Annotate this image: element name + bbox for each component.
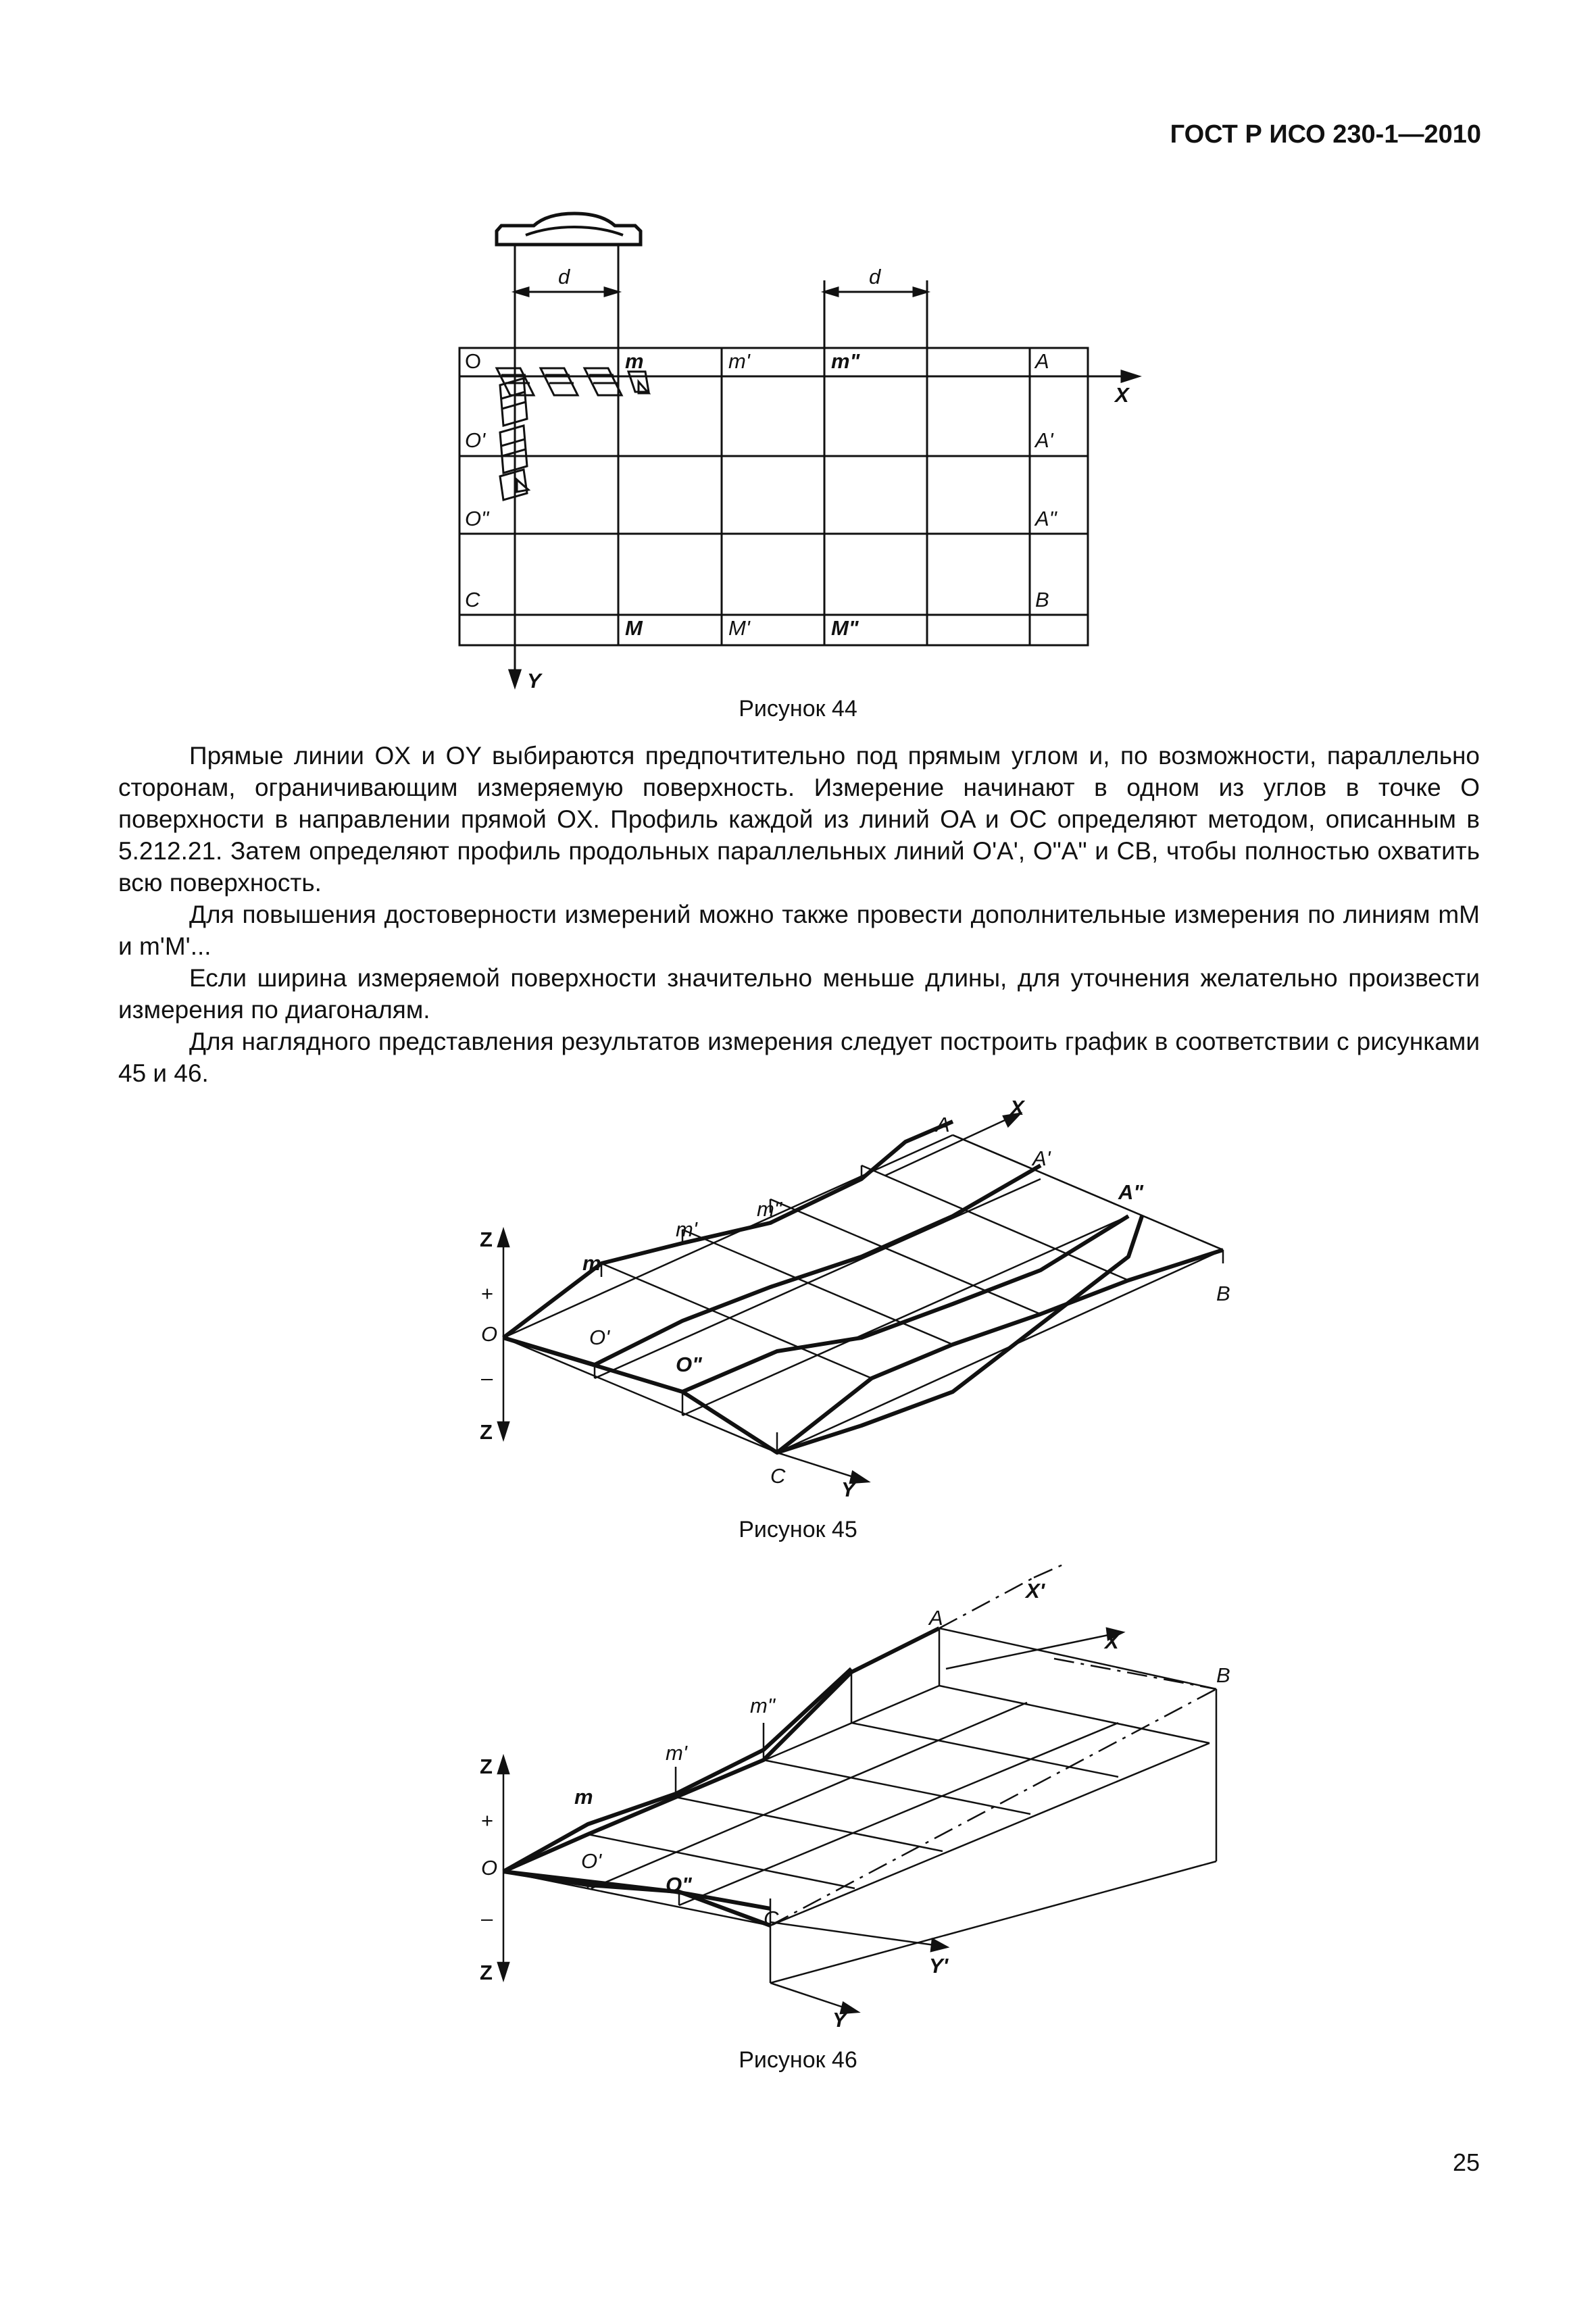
figure-45	[0, 1081, 1596, 1507]
fig45-label-A1: A'	[1032, 1147, 1051, 1170]
fig45-label-Z-bot: Z	[480, 1420, 493, 1444]
label-B: B	[1035, 588, 1049, 611]
paragraph-4: Для наглядного представления результатов измерения следует построить график в соответствии с рисунками 45 и 46.	[118, 1028, 1480, 1087]
fig46-label-m2: m"	[750, 1694, 775, 1717]
fig46-label-C: C	[764, 1907, 779, 1930]
fig46-label-Z-top: Z	[480, 1755, 493, 1778]
fig45-label-O: O	[481, 1322, 498, 1346]
axis-y-label: Y	[527, 669, 541, 693]
fig45-label-B: B	[1216, 1282, 1230, 1305]
fig45-label-O2: O"	[676, 1353, 702, 1376]
fig46-label-m: m	[574, 1785, 593, 1809]
figure-44-caption: Рисунок 44	[739, 696, 857, 722]
body-text	[118, 740, 1480, 1089]
label-C: C	[465, 588, 480, 611]
fig46-label-plus: +	[481, 1809, 494, 1832]
fig45-label-Z-top: Z	[480, 1228, 493, 1251]
label-M: M	[625, 616, 643, 640]
axis-x-label: X	[1115, 383, 1129, 407]
fig46-label-m1: m'	[666, 1741, 687, 1765]
fig45-label-Y: Y	[841, 1478, 855, 1501]
figure-45-caption: Рисунок 45	[739, 1517, 857, 1542]
fig45-label-O1: O'	[589, 1326, 610, 1349]
fig46-label-Y1: Y'	[929, 1954, 949, 1978]
figure-44-drawing	[0, 203, 1596, 703]
fig45-label-m1: m'	[676, 1217, 697, 1241]
paragraph-3: Если ширина измеряемой поверхности значительно меньше длины, для уточнения желательно произвести измерения по диагоналям.	[118, 964, 1480, 1024]
fig46-label-X: X	[1105, 1630, 1119, 1653]
label-O2: O"	[465, 507, 489, 530]
label-O: O	[465, 349, 482, 373]
figure-46	[0, 1561, 1596, 2034]
fig46-label-Z-bot: Z	[480, 1961, 493, 1984]
figure-46-drawing	[0, 1561, 1596, 2034]
fig46-label-O: O	[481, 1856, 498, 1880]
label-M1: M'	[728, 616, 750, 640]
label-O1: O'	[465, 428, 486, 452]
dim-d1: d	[558, 265, 570, 288]
document-header: ГОСТ Р ИСО 230-1—2010	[1170, 120, 1481, 149]
paragraph-1: Прямые линии OX и OY выбираются предпочтительно под прямым углом и, по возможности, параллельно сторонам, ограничивающим измеряемую поверхность. Измерение начинают в одном из углов в точке O поверхности в направлении прямой OX. Профиль каждой из линий OA и OC определяют методом, описанным в 5.212.21. Затем определяют профиль продольных параллельных линий O'A', O"A" и CB, чтобы полностью охватить всю поверхность.	[118, 742, 1480, 897]
fig45-label-A2: A"	[1118, 1180, 1144, 1204]
page-number: 25	[1452, 2148, 1480, 2176]
fig46-label-minus: –	[481, 1907, 493, 1930]
fig45-label-m: m	[582, 1251, 601, 1275]
label-A1: A'	[1035, 428, 1053, 452]
figure-46-caption: Рисунок 46	[739, 2047, 857, 2073]
fig45-label-C: C	[770, 1464, 786, 1488]
fig45-label-plus: +	[481, 1282, 494, 1305]
label-A: A	[1035, 349, 1049, 373]
fig46-label-Y: Y	[832, 2008, 847, 2032]
label-m: m	[625, 349, 644, 373]
fig46-label-X1: X'	[1026, 1579, 1045, 1603]
paragraph-2: Для повышения достоверности измерений можно также провести дополнительные измерения по линиям mM и m'M'...	[118, 901, 1480, 960]
label-m2: m"	[831, 349, 860, 373]
fig45-label-minus: –	[481, 1366, 493, 1390]
fig45-label-X: X	[1010, 1096, 1024, 1120]
label-A2: A"	[1035, 507, 1057, 530]
figure-45-drawing	[0, 1081, 1596, 1507]
fig46-label-O2: O"	[666, 1873, 692, 1896]
fig45-label-A: A	[936, 1113, 950, 1136]
figure-44	[0, 203, 1596, 703]
fig46-label-A: A	[929, 1606, 943, 1630]
dim-d2: d	[869, 265, 881, 288]
label-m1: m'	[728, 349, 750, 373]
fig46-label-O1: O'	[581, 1849, 602, 1873]
fig45-label-m2: m"	[757, 1197, 782, 1221]
fig46-label-B: B	[1216, 1663, 1230, 1687]
label-M2: M"	[831, 616, 859, 640]
